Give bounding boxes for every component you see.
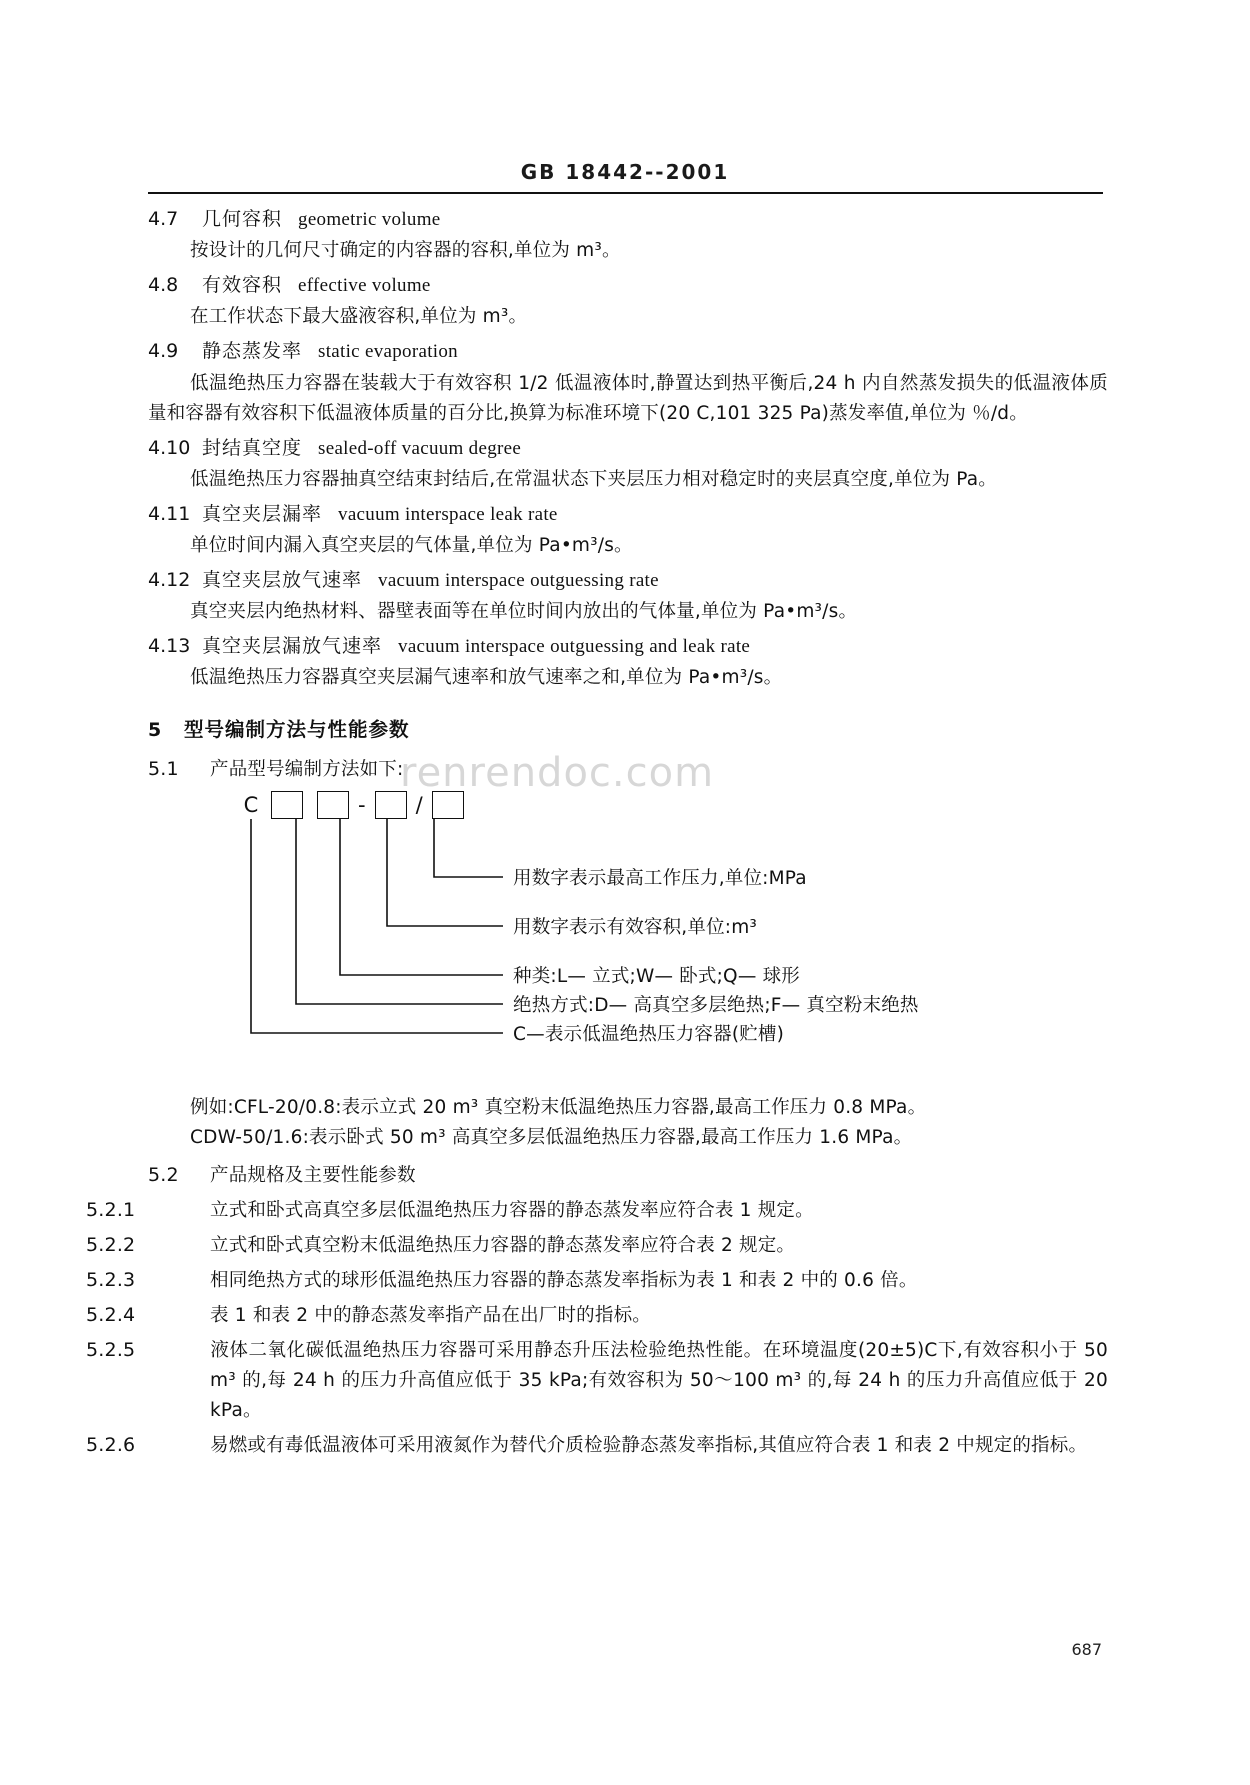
clause-4-7 <box>148 205 1108 266</box>
clause-number: 5.2.4 <box>86 1303 136 1326</box>
clause-number: 4.9 <box>148 340 179 363</box>
model-code-label-insulation: 绝热方式:D— 高真空多层绝热;F— 真空粉末绝热 <box>513 994 919 1016</box>
clause-number: 5.2 <box>148 1164 179 1187</box>
clause-term-english: vacuum interspace leak rate <box>338 503 558 525</box>
clause-5-2-4 <box>86 1300 1108 1331</box>
clause-5-2-2 <box>86 1230 1108 1261</box>
clause-number: 4.10 <box>148 436 191 459</box>
clause-number: 4.8 <box>148 274 179 297</box>
model-code-example-2: CDW-50/1.6:表示卧式 50 m³ 高真空多层低温绝热压力容器,最高工作压力 1.6 MPa。 <box>190 1127 913 1149</box>
clause-term-english: vacuum interspace outguessing and leak rate <box>398 636 751 658</box>
clause-body: 低温绝热压力容器抽真空结束封结后,在常温状态下夹层压力相对稳定时的夹层真空度,单位为 Pa。 <box>190 468 998 490</box>
model-code-label-container: C—表示低温绝热压力容器(贮槽) <box>513 1023 785 1045</box>
clause-term: 静态蒸发率 <box>202 340 303 363</box>
clause-number: 5.2.2 <box>86 1234 136 1257</box>
clause-5-2-6 <box>86 1430 1108 1461</box>
clause-term: 真空夹层漏放气速率 <box>202 635 383 658</box>
clause-number: 4.7 <box>148 208 179 230</box>
clause-4-11 <box>148 500 1108 561</box>
clause-number: 5.2.6 <box>86 1433 136 1456</box>
clause-number: 4.13 <box>148 635 191 658</box>
clause-4-10 <box>148 434 1108 495</box>
clause-text: 表 1 和表 2 中的静态蒸发率指产品在出厂时的指标。 <box>210 1304 651 1326</box>
clause-5-2-5 <box>86 1335 1108 1426</box>
clause-body: 真空夹层内绝热材料、器壁表面等在单位时间内放出的气体量,单位为 Pa•m³/s。 <box>190 601 858 623</box>
clause-text: 易燃或有毒低温液体可采用液氮作为替代介质检验静态蒸发率指标,其值应符合表 1 和表 2 中规定的指标。 <box>210 1434 1088 1456</box>
clause-4-9 <box>148 337 1108 428</box>
clause-body: 在工作状态下最大盛液容积,单位为 m³。 <box>190 306 528 328</box>
clause-text: 相同绝热方式的球形低温绝热压力容器的静态蒸发率指标为表 1 和表 2 中的 0.6 倍。 <box>210 1270 918 1291</box>
page-number: 687 <box>1071 1640 1102 1659</box>
clause-term: 真空夹层放气速率 <box>202 568 363 591</box>
clause-text: 立式和卧式真空粉末低温绝热压力容器的静态蒸发率应符合表 2 规定。 <box>210 1235 796 1257</box>
clause-term: 几何容积 <box>202 208 283 230</box>
clause-text: 立式和卧式高真空多层低温绝热压力容器的静态蒸发率应符合表 1 规定。 <box>210 1200 814 1222</box>
model-code-label-volume: 用数字表示有效容积,单位:m³ <box>513 916 758 938</box>
section-number: 5 <box>148 719 163 742</box>
clause-4-12 <box>148 566 1108 627</box>
clause-term-english: vacuum interspace outguessing rate <box>378 569 659 591</box>
clause-body: 按设计的几何尺寸确定的内容器的容积,单位为 m³。 <box>190 240 621 262</box>
clause-text: 产品规格及主要性能参数 <box>210 1165 416 1187</box>
clause-5-1 <box>148 754 1108 785</box>
model-code-label-type: 种类:L— 立式;W— 卧式;Q— 球形 <box>513 965 801 987</box>
page-header-standard-id: GB 18442--2001 <box>520 160 730 184</box>
model-code-separator: - <box>358 792 366 817</box>
clause-body: 低温绝热压力容器在装载大于有效容积 1/2 低温液体时,静置达到热平衡后,24 h 内自然蒸发损失的低温液体质量和容器有效容积下低温液体质量的百分比,换算为标准环境下(20 C,101 325 Pa)蒸发率值,单位为 ％/d。 <box>148 372 1108 424</box>
clause-number: 5.2.1 <box>86 1199 136 1222</box>
clause-5-2-1 <box>86 1195 1108 1226</box>
clause-number: 4.11 <box>148 502 191 525</box>
model-code-letter-c: C <box>243 792 259 817</box>
clause-4-13 <box>148 632 1108 693</box>
model-code-label-pressure: 用数字表示最高工作压力,单位:MPa <box>513 867 807 889</box>
watermark-text: renrendoc.com <box>400 750 715 796</box>
clause-term-english: effective volume <box>298 275 431 297</box>
clause-5-2-3 <box>86 1265 1108 1296</box>
clause-body: 单位时间内漏入真空夹层的气体量,单位为 Pa•m³/s。 <box>190 534 633 556</box>
document-body <box>86 205 1108 1465</box>
clause-term: 封结真空度 <box>202 436 303 459</box>
model-code-diagram <box>148 789 1108 1089</box>
model-code-example-1: 例如:CFL-20/0.8:表示立式 20 m³ 真空粉末低温绝热压力容器,最高工作压力 0.8 MPa。 <box>190 1096 927 1118</box>
header-divider-rule <box>148 192 1103 194</box>
clause-4-8 <box>148 271 1108 332</box>
clause-body: 低温绝热压力容器真空夹层漏气速率和放气速率之和,单位为 Pa•m³/s。 <box>190 667 783 689</box>
model-code-slash: / <box>415 792 423 817</box>
clause-number: 5.2.5 <box>86 1338 136 1361</box>
clause-term: 真空夹层漏率 <box>202 502 323 525</box>
clause-text: 液体二氧化碳低温绝热压力容器可采用静态升压法检验绝热性能。在环境温度(20±5)C下,有效容积小于 50 m³ 的,每 24 h 的压力升高值应低于 35 kPa;有效容积为 50～100 m³ 的,每 24 h 的压力升高值应低于 20 kPa。 <box>210 1339 1108 1421</box>
clause-term: 有效容积 <box>202 274 283 297</box>
section-5-heading <box>148 715 1108 745</box>
clause-term-english: geometric volume <box>298 209 441 230</box>
clause-5-2 <box>148 1160 1108 1191</box>
section-title-text: 型号编制方法与性能参数 <box>184 718 410 742</box>
clause-number: 5.2.3 <box>86 1269 136 1291</box>
clause-term-english: sealed-off vacuum degree <box>318 437 522 459</box>
clause-term-english: static evaporation <box>318 341 458 363</box>
clause-number: 4.12 <box>148 568 191 591</box>
clause-text: 产品型号编制方法如下: <box>210 758 404 780</box>
clause-number: 5.1 <box>148 757 179 780</box>
